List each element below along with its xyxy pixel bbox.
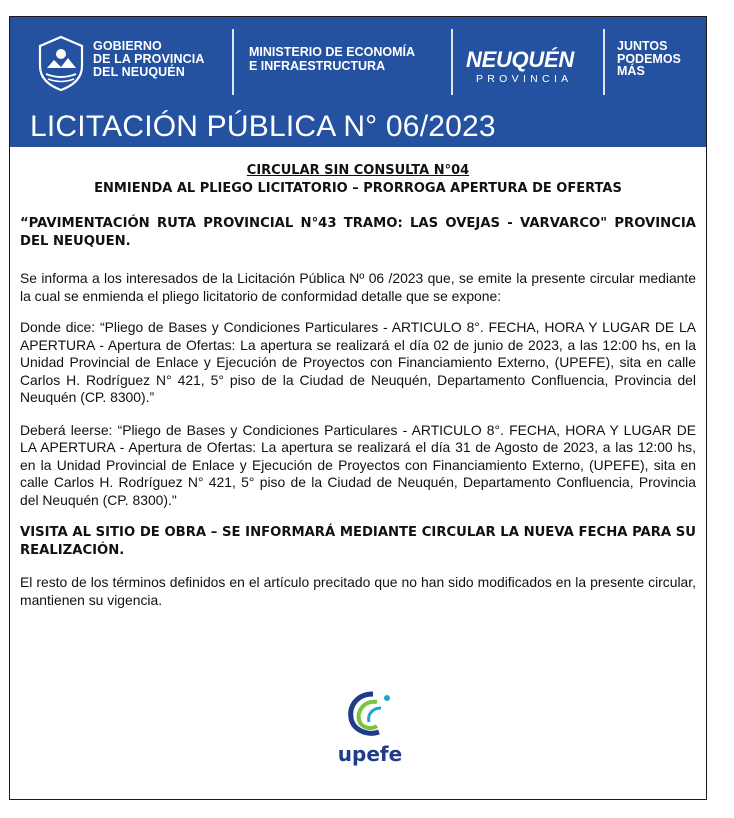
site-visit-notice: VISITA AL SITIO DE OBRA – SE INFORMARÁ MEDIANTE CIRCULAR LA NUEVA FECHA PARA SU REALIZACIÓN. xyxy=(20,525,696,558)
where-it-says-paragraph: Donde dice: “Pliego de Bases y Condiciones Particulares - ARTICULO 8°. FECHA, HORA Y LUGAR DE LA APERTURA - Apertura de Ofertas: La apertura se realizará el día 02 de junio de 2023, a las 12:00 hs, en la Unidad Provincial de Enlace y Ejecución de Proyectos con Financiamiento Externo, (UPEFE), sita en calle Carlos H. Rodríguez N° 421, 5° piso de la Ciudad de Neuquén, Departamento Confluencia, Provincia del Neuquén (CP. 8300).” xyxy=(20,319,696,405)
closing-paragraph: El resto de los términos definidos en el artículo precitado que no han sido modificados en la presente circular, mantienen su vigencia. xyxy=(20,574,696,608)
circular-subtitle: ENMIENDA AL PLIEGO LICITATORIO – PRORROGA APERTURA DE OFERTAS xyxy=(94,180,622,196)
slogan-line-3: MÁS xyxy=(617,64,645,78)
header-divider xyxy=(232,29,234,95)
page-title: LICITACIÓN PÚBLICA N° 06/2023 xyxy=(30,110,496,143)
brand-subtitle: PROVINCIA xyxy=(476,73,573,85)
document-body xyxy=(20,162,696,624)
gov-line-2: DE LA PROVINCIA xyxy=(93,52,205,66)
ministry-line-1: MINISTERIO DE ECONOMÍA xyxy=(249,45,415,59)
slogan xyxy=(617,40,681,78)
header-divider xyxy=(451,29,453,95)
upefe-logo xyxy=(337,688,403,778)
circular-title: CIRCULAR SIN CONSULTA N°04 xyxy=(246,163,470,178)
intro-paragraph: Se informa a los interesados de la Licitación Pública Nº 06 /2023 que, se emite la presente circular mediante la cual se enmienda el pliego licitatorio de conformidad detalle que se expone: xyxy=(20,270,696,304)
logo-row xyxy=(10,17,706,109)
slogan-line-2: PODEMOS xyxy=(617,51,681,66)
header-banner xyxy=(10,17,706,147)
header-divider xyxy=(603,29,605,95)
government-label xyxy=(93,40,204,79)
upefe-emblem-icon xyxy=(337,688,403,744)
ministry-label xyxy=(249,46,415,73)
document-frame xyxy=(9,16,707,800)
project-name: “PAVIMENTACIÓN RUTA PROVINCIAL N°43 TRAMO: LAS OVEJAS - VARVARCO" PROVINCIA DEL NEUQUEN. xyxy=(20,216,696,249)
gov-line-3: DEL NEUQUÉN xyxy=(93,65,185,79)
slogan-line-1: JUNTOS xyxy=(617,39,668,53)
should-read-paragraph: Deberá leerse: “Pliego de Bases y Condiciones Particulares - ARTICULO 8°. FECHA, HORA Y LUGAR DE LA APERTURA - Apertura de Ofertas: La apertura se realizará el día 31 de Agosto de 2023, a las 12:00 hs, en la Unidad Provincial de Enlace y Ejecución de Proyectos con Financiamiento Externo, (UPEFE), sita en calle Carlos H. Rodríguez N° 421, 5° piso de la Ciudad de Neuquén, Departamento Confluencia, Provincia del Neuquén (CP. 8300)." xyxy=(20,421,696,508)
upefe-logo-text: upefe xyxy=(337,742,403,766)
gov-line-1: GOBIERNO xyxy=(93,39,162,53)
province-shield-icon xyxy=(32,34,90,92)
ministry-line-2: E INFRAESTRUCTURA xyxy=(249,58,386,73)
brand-title: NEUQUÉN xyxy=(466,47,574,72)
